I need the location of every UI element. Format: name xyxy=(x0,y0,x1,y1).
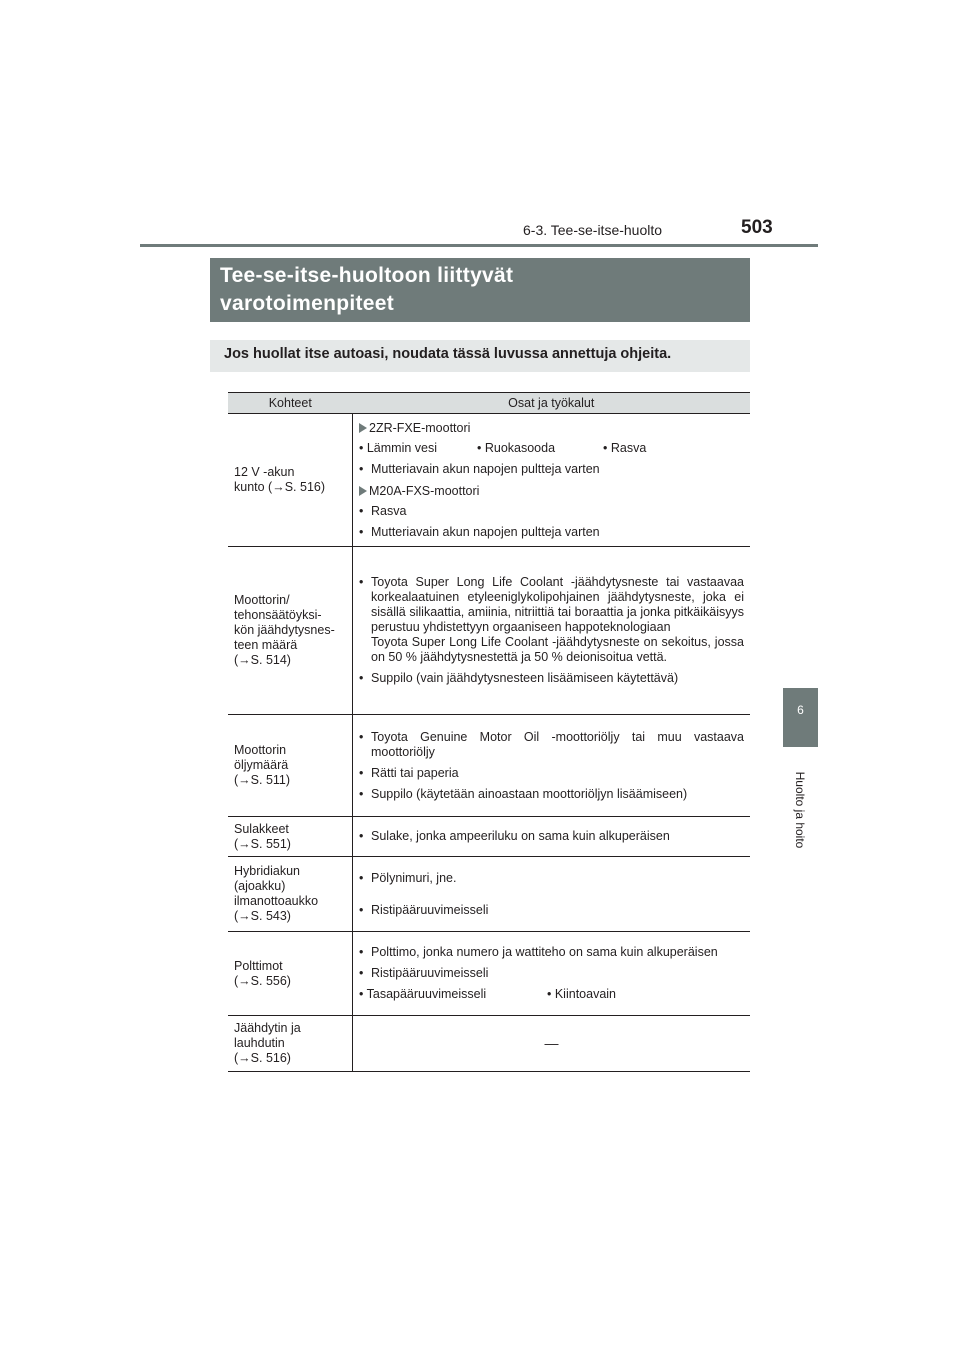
list-item: • Mutteriavain akun napojen pultteja varten xyxy=(359,462,600,476)
list-item: • Pölynimuri, jne. xyxy=(359,870,457,885)
chapter-side-title-text: Huolto ja hoito xyxy=(793,771,807,848)
table-row xyxy=(228,932,750,1016)
list-item: • Ristipääruuvimeisseli xyxy=(359,966,489,980)
item-cell: Sulakkeet (→S. 551) xyxy=(228,817,353,857)
parts-cell xyxy=(353,547,751,715)
engine-subheading: M20A-FXS-moottori xyxy=(359,480,744,501)
item-cell: Moottorin öljymäärä (→S. 511) xyxy=(228,715,353,817)
list-item: • Polttimo, jonka numero ja wattiteho on sama kuin alkuperäisen xyxy=(359,945,718,959)
page-title-line2: varotoimenpiteet xyxy=(220,292,394,315)
list-item: • Toyota Genuine Motor Oil -moottoriöljy tai muu vastaava moottoriöljy xyxy=(359,729,744,759)
page-title xyxy=(210,258,750,322)
list-item: • Sulake, jonka ampeeriluku on sama kuin alkuperäisen xyxy=(359,829,670,843)
parts-cell xyxy=(353,715,751,817)
item-cell: Hybridiakun (ajoakku) ilmanottoaukko (→S. 543) xyxy=(228,857,353,932)
table-row xyxy=(228,857,750,932)
parts-cell xyxy=(353,414,751,547)
triangle-icon xyxy=(359,423,367,433)
table-row xyxy=(228,715,750,817)
chapter-side-title xyxy=(780,762,820,857)
list-item: • Mutteriavain akun napojen pultteja varten xyxy=(359,525,600,539)
header-parts-tools: Osat ja työkalut xyxy=(353,393,751,414)
item-cell: Polttimot (→S. 556) xyxy=(228,932,353,1016)
engine-subheading: 2ZR-FXE-moottori xyxy=(359,417,744,438)
chapter-tab: 6 xyxy=(783,688,818,747)
section-header: 6-3. Tee-se-itse-huolto xyxy=(523,222,663,238)
list-item: • Suppilo (vain jäähdytysnesteen lisäämiseen käytettävä) xyxy=(359,671,679,685)
maintenance-table xyxy=(228,392,750,1072)
table-header-row xyxy=(228,393,750,414)
list-item: • Rasva xyxy=(359,504,407,518)
page-title-line1: Tee-se-itse-huoltoon liittyvät xyxy=(220,264,514,287)
header-divider xyxy=(140,244,818,247)
table-row xyxy=(228,414,750,547)
parts-cell xyxy=(353,817,751,857)
list-item: • Rätti tai paperia xyxy=(359,765,459,780)
table-row xyxy=(228,817,750,857)
header-items: Kohteet xyxy=(228,393,353,414)
intro-text: Jos huollat itse autoasi, noudata tässä luvussa annettuja ohjeita. xyxy=(210,340,750,372)
table-row xyxy=(228,1016,750,1072)
item-cell: 12 V -akun kunto (→S. 516) xyxy=(228,414,353,547)
inline-bullets: • Tasapääruuvimeisseli • Kiintoavain xyxy=(359,987,617,1001)
table-row xyxy=(228,547,750,715)
item-cell: Moottorin/ tehonsäätöyksi- kön jäähdytysnes- teen määrä (→S. 514) xyxy=(228,547,353,715)
page-number: 503 xyxy=(741,217,773,238)
triangle-icon xyxy=(359,486,367,496)
parts-cell: — xyxy=(353,1016,751,1072)
list-item: • Toyota Super Long Life Coolant -jäähdytysneste tai vastaavaa korkealaatuinen etyleeniglykolipohjainen jäähdytysneste, joka ei sisällä silikaattia, amiinia, nitriittiä tai boraattia ja jonka pitkäikäisyys perustuu yhdistettyyn orgaaniseen happoteknologiaan Toyota Super Long Life Coolant -jäähdytysneste on sekoitus, jossa on 50 % jäähdytysnestettä ja 50 % deionisoitua vettä. xyxy=(359,575,744,664)
parts-cell xyxy=(353,932,751,1016)
inline-bullets: • Lämmin vesi • Ruokasooda • Rasva xyxy=(359,441,647,455)
parts-cell xyxy=(353,857,751,932)
list-item: • Ristipääruuvimeisseli xyxy=(359,902,489,917)
item-cell: Jäähdytin ja lauhdutin (→S. 516) xyxy=(228,1016,353,1072)
list-item: • Suppilo (käytetään ainoastaan moottoriöljyn lisäämiseen) xyxy=(359,786,688,801)
